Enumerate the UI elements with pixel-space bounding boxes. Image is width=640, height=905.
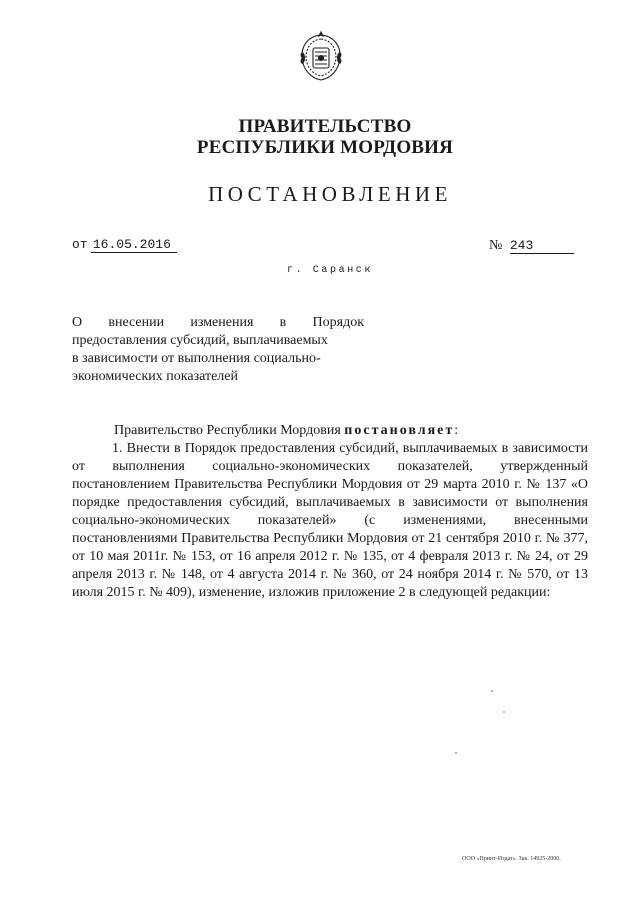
printer-imprint: ООО «Принт-Издат». Зак. 14925-2000.: [462, 856, 561, 862]
resolution-intro: [114, 422, 458, 440]
subject-line: О внесении изменения в Порядок: [72, 315, 364, 330]
intro-verb: постановляет: [344, 423, 455, 438]
document-body: [72, 440, 588, 602]
intro-colon: :: [454, 423, 459, 438]
government-name-line1: ПРАВИТЕЛЬСТВО: [238, 116, 412, 137]
date-row: [72, 236, 177, 253]
document-number: 243: [510, 239, 574, 254]
city-name: г. Саранск: [286, 265, 373, 276]
document-type-title: ПОСТАНОВЛЕНИЕ: [208, 182, 452, 206]
document-subject: [72, 314, 364, 386]
government-name-line2: РЕСПУБЛИКИ МОРДОВИЯ: [196, 137, 454, 158]
subject-line: предоставления субсидий, выплачиваемых: [72, 333, 328, 348]
subject-line: экономических показателей: [72, 369, 238, 384]
document-date: 16.05.2016: [91, 238, 177, 253]
subject-line: в зависимости от выполнения социально-: [72, 351, 321, 366]
paragraph-1: 1. Внести в Порядок предоставления субсидий, выплачиваемых в зависимости от выполнения социально-экономических показателей, утвержденный постановлением Правительства Республики Мордовия от 29 марта 2010 г. № 137 «О порядке предоставления субсидий, выплачиваемых в зависимости от выполнения социально-экономических показателей» (с изменениями, внесенными постановлениями Правительства Республики Мордовия от 21 сентября 2010 г. № 377, от 10 мая 2011г. № 153, от 16 апреля 2012 г. № 135, от 4 февраля 2013 г. № 24, от 29 апреля 2013 г. № 148, от 4 августа 2014 г. № 360, от 24 ноября 2014 г. № 570, от 13 июля 2015 г. № 409), изменение, изложив приложение 2 в следующей редакции:: [72, 441, 588, 600]
intro-prefix: Правительство Республики Мордовия: [114, 423, 341, 438]
number-row: [489, 238, 574, 254]
number-sign: №: [489, 238, 503, 253]
coat-of-arms-of-mordovia-icon: [296, 30, 346, 84]
date-prefix: от: [72, 237, 88, 252]
